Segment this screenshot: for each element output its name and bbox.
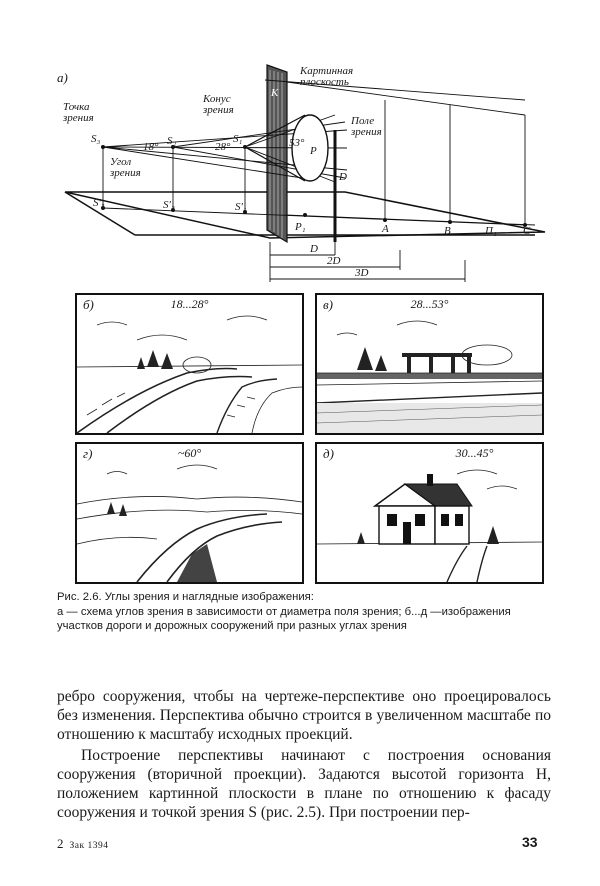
page-number: 33 <box>522 834 538 850</box>
caption-title: Рис. 2.6. Углы зрения и наглядные изображения: <box>57 591 314 603</box>
house-sketch-d <box>317 444 542 582</box>
label-d-vertical: D <box>339 171 347 183</box>
label-angle-53: 53° <box>289 137 305 149</box>
label-p: P <box>310 145 317 157</box>
road-sketch-b <box>77 295 302 433</box>
label-cone: Конус зрения <box>203 93 234 116</box>
label-c: C <box>523 225 531 237</box>
label-s3-prime: S′₃ <box>93 197 105 209</box>
label-s2: S₂ <box>167 135 177 147</box>
panel-angle-g: ~60° <box>177 446 202 460</box>
label-field: Поле зрения <box>351 115 382 138</box>
label-s1: S₁ <box>233 133 243 145</box>
figure-panel-d <box>315 442 544 584</box>
dimension-3d: 3D <box>355 267 369 279</box>
panel-letter-a: а) <box>57 70 68 85</box>
label-angle-28: 28° <box>215 141 231 153</box>
label-s2-prime: S′₂ <box>163 199 175 211</box>
panel-letter-v: в) <box>323 297 333 312</box>
label-angle-18: 18° <box>143 141 159 153</box>
paragraph-2: Построение перспективы начинают с построения основания сооружения (вторичной проекции). Задаются высотой горизонта H, положением картинной плоскости в плане по отношению к фасаду сооружения и точкой зрения S (рис. 2.5). При построении пер- <box>57 746 551 822</box>
panel-angle-v: 28...53° <box>410 297 449 311</box>
paragraph-1: ребро сооружения, чтобы на чертеже-перспективе оно проецировалось без изменения. Перспектива обычно строится в увеличенном масштабе по отношению к масштабу исходных проекций. <box>57 688 551 744</box>
label-b: B <box>444 225 451 237</box>
dimension-d: D <box>310 243 318 255</box>
dimension-2d: 2D <box>327 255 341 267</box>
signature-number: 2 <box>57 836 64 851</box>
label-s1-prime: S′₁ <box>235 201 247 213</box>
panel-angle-b: 18...28° <box>170 297 209 311</box>
panel-letter-d: д) <box>323 446 334 461</box>
body-text <box>57 687 551 822</box>
label-pi1: П₁ <box>485 225 497 237</box>
label-k: К <box>271 87 279 99</box>
label-p1: P₁ <box>295 221 306 233</box>
order-code: Зак 1394 <box>69 841 109 851</box>
label-view-angle: Угол зрения <box>110 156 141 179</box>
panel-letter-g: г) <box>83 446 93 461</box>
figure-schematic-a <box>55 60 555 285</box>
figure-caption <box>57 590 552 634</box>
footer-signature <box>57 836 108 852</box>
panel-letter-b: б) <box>83 297 94 312</box>
label-s3: S₃ <box>91 133 101 145</box>
label-eye-point: Точка зрения <box>63 101 94 124</box>
caption-description: а — схема углов зрения в зависимости от диаметра поля зрения; б...д —изображения участков дороги и дорожных сооружений при разных углах зрения <box>57 605 511 632</box>
label-a: A <box>382 223 389 235</box>
label-picture-plane: Картинная плоскость <box>300 65 354 88</box>
figure-panel-v <box>315 293 544 435</box>
panel-angle-d: 30...45° <box>455 446 494 460</box>
road-sketch-v <box>317 295 542 433</box>
figure-panel-b <box>75 293 304 435</box>
road-sketch-g <box>77 444 302 582</box>
figure-panel-g <box>75 442 304 584</box>
